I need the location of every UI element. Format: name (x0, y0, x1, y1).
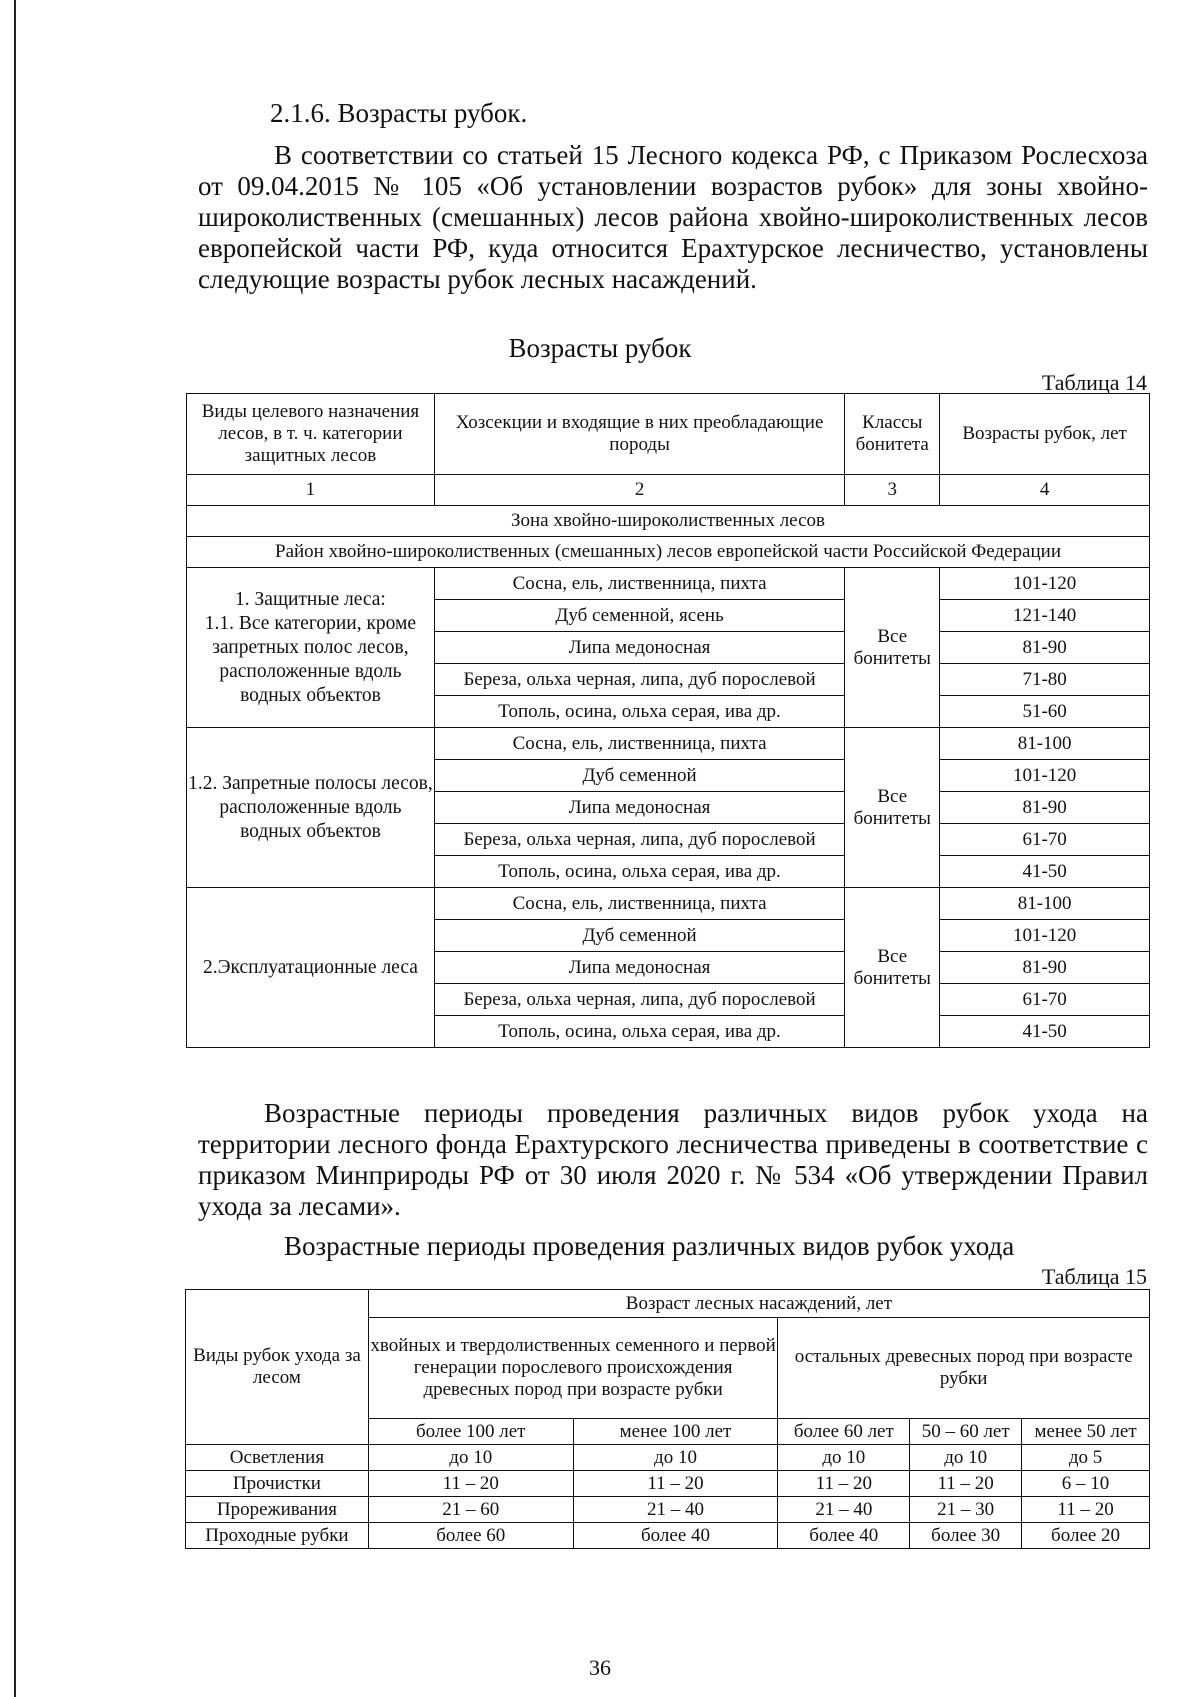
table14-header-cell: Классы бонитета (845, 394, 940, 475)
table14-species: Береза, ольха черная, липа, дуб порослевой (434, 824, 844, 856)
table14-age: 41-50 (940, 856, 1150, 888)
table14-age: 41-50 (940, 1016, 1150, 1048)
table14-age: 101-120 (940, 920, 1150, 952)
table14-body (187, 568, 1150, 1048)
table14-species: Липа медоносная (434, 952, 844, 984)
table14-row (187, 568, 1150, 600)
table14-header-cell: Возрасты рубок, лет (940, 394, 1150, 475)
table15-value: 21 – 40 (573, 1497, 778, 1523)
table15-subheader: менее 50 лет (1022, 1419, 1150, 1445)
table15-row-name: Осветления (186, 1445, 369, 1471)
table14-age: 61-70 (940, 824, 1150, 856)
table15-value: 11 – 20 (910, 1471, 1022, 1497)
table14-age: 121-140 (940, 600, 1150, 632)
table14-colnum: 4 (940, 475, 1150, 506)
table15-group2-header: остальных древесных пород при возрасте рубки (778, 1318, 1150, 1419)
table15-value: до 10 (910, 1445, 1022, 1471)
table14-species: Тополь, осина, ольха серая, ива др. (434, 1016, 844, 1048)
table14-caption: Возрасты рубок (508, 333, 692, 363)
table14-species: Тополь, осина, ольха серая, ива др. (434, 856, 844, 888)
table15-row-name: Проходные рубки (186, 1523, 369, 1549)
table15-value: более 40 (778, 1523, 910, 1549)
table14-category: 1.2. Запретные полосы лесов, расположенные вдоль водных объектов (187, 728, 435, 888)
intro-paragraph-text: В соответствии со статьей 15 Лесного кодекса РФ, с Приказом Рослесхоза от 09.04.2015 № 105 «Об установлении возрастов рубок» для зоны хвойно-широколиственных (смешанных) лесов района хвойно-широколиственных лесов европейской части РФ, куда относится Ерахтурское лесничество, установлены следующие возрасты рубок лесных насаждений. (198, 140, 1148, 294)
table14-colnum: 2 (434, 475, 844, 506)
table14-age: 51-60 (940, 696, 1150, 728)
table14-species: Липа медоносная (434, 792, 844, 824)
table14-species: Дуб семенной, ясень (434, 600, 844, 632)
table14-region: Район хвойно-широколиственных (смешанных) лесов европейской части Российской Федерации (187, 537, 1150, 568)
intro-paragraph (198, 140, 1148, 295)
table15-row (186, 1523, 1150, 1549)
table14-age: 81-90 (940, 792, 1150, 824)
table15-row (186, 1471, 1150, 1497)
table14-age: 71-80 (940, 664, 1150, 696)
table15-value: 21 – 40 (778, 1497, 910, 1523)
table15-value: более 40 (573, 1523, 778, 1549)
table15-row (186, 1445, 1150, 1471)
table15-value: более 60 (368, 1523, 573, 1549)
table15-top-header-row (186, 1290, 1150, 1318)
table14-number: Таблица 14 (1041, 370, 1147, 395)
table14-bonitet: Все бонитеты (845, 568, 940, 728)
table14-colnum: 3 (845, 475, 940, 506)
table14-row (187, 888, 1150, 920)
table15-value: 11 – 20 (778, 1471, 910, 1497)
table15-value: 11 – 20 (573, 1471, 778, 1497)
table14-species: Береза, ольха черная, липа, дуб порослевой (434, 664, 844, 696)
table15-value: 21 – 60 (368, 1497, 573, 1523)
periods-paragraph-text: Возрастные периоды проведения различных видов рубок ухода на территории лесного фонда Ерахтурского лесничества приведены в соответствие с приказом Минприроды РФ от 30 июля 2020 г. № 534 «Об утверждении Правил ухода за лесами». (198, 1098, 1148, 1221)
table15-subheader: более 60 лет (778, 1419, 910, 1445)
table14-species: Липа медоносная (434, 632, 844, 664)
table-14 (186, 393, 1150, 1048)
table14-species: Дуб семенной (434, 920, 844, 952)
table15-value: 11 – 20 (1022, 1497, 1150, 1523)
table14-colnum-row (187, 475, 1150, 506)
table14-age: 81-100 (940, 888, 1150, 920)
table15-subheader: менее 100 лет (573, 1419, 778, 1445)
section-heading: 2.1.6. Возрасты рубок. (270, 98, 528, 128)
table15-value: более 20 (1022, 1523, 1150, 1549)
table15-value: 11 – 20 (368, 1471, 573, 1497)
table15-subheader: 50 – 60 лет (910, 1419, 1022, 1445)
table15-group1-header: хвойных и твердолиственных семенного и первой генерации порослевого происхождения древесных пород при возрасте рубки (368, 1318, 778, 1419)
table14-header-cell: Виды целевого назначения лесов, в т. ч. категории защитных лесов (187, 394, 435, 475)
table15-row-name: Прореживания (186, 1497, 369, 1523)
periods-paragraph (198, 1098, 1148, 1222)
table14-header-row (187, 394, 1150, 475)
scan-edge-line (14, 0, 16, 1697)
table14-age: 101-120 (940, 760, 1150, 792)
table15-caption: Возрастные периоды проведения различных видов рубок ухода (284, 1231, 1015, 1261)
table15-body (186, 1445, 1150, 1549)
table14-species: Сосна, ель, лиственница, пихта (434, 728, 844, 760)
table14-age: 61-70 (940, 984, 1150, 1016)
table14-zone: Зона хвойно-широколиственных лесов (187, 506, 1150, 537)
table15-value: 21 – 30 (910, 1497, 1022, 1523)
table15-col1-header: Виды рубок ухода за лесом (186, 1290, 369, 1445)
table15-row (186, 1497, 1150, 1523)
table14-age: 81-90 (940, 632, 1150, 664)
table14-age: 101-120 (940, 568, 1150, 600)
table15-value: до 10 (368, 1445, 573, 1471)
table14-species: Дуб семенной (434, 760, 844, 792)
table14-row (187, 728, 1150, 760)
table14-zone-row (187, 506, 1150, 537)
table14-category: 2.Эксплуатационные леса (187, 888, 435, 1048)
table14-colnum: 1 (187, 475, 435, 506)
table15-row-name: Прочистки (186, 1471, 369, 1497)
table15-value: 6 – 10 (1022, 1471, 1150, 1497)
table-15 (185, 1289, 1150, 1549)
table15-top-header: Возраст лесных насаждений, лет (368, 1290, 1149, 1318)
table14-category: 1. Защитные леса: 1.1. Все категории, кроме запретных полос лесов, расположенные вдоль водных объектов (187, 568, 435, 728)
table14-bonitet: Все бонитеты (845, 888, 940, 1048)
table14-species: Сосна, ель, лиственница, пихта (434, 888, 844, 920)
table14-species: Тополь, осина, ольха серая, ива др. (434, 696, 844, 728)
table15-subheader: более 100 лет (368, 1419, 573, 1445)
table15-value: до 10 (573, 1445, 778, 1471)
table14-region-row (187, 537, 1150, 568)
table14-age: 81-90 (940, 952, 1150, 984)
table14-age: 81-100 (940, 728, 1150, 760)
table15-value: до 10 (778, 1445, 910, 1471)
page-number: 36 (589, 1655, 611, 1680)
table14-header-cell: Хозсекции и входящие в них преобладающие породы (434, 394, 844, 475)
table14-species: Сосна, ель, лиственница, пихта (434, 568, 844, 600)
table14-bonitet: Все бонитеты (845, 728, 940, 888)
table15-number: Таблица 15 (1041, 1264, 1147, 1289)
table14-species: Береза, ольха черная, липа, дуб порослевой (434, 984, 844, 1016)
table15-value: более 30 (910, 1523, 1022, 1549)
table15-value: до 5 (1022, 1445, 1150, 1471)
